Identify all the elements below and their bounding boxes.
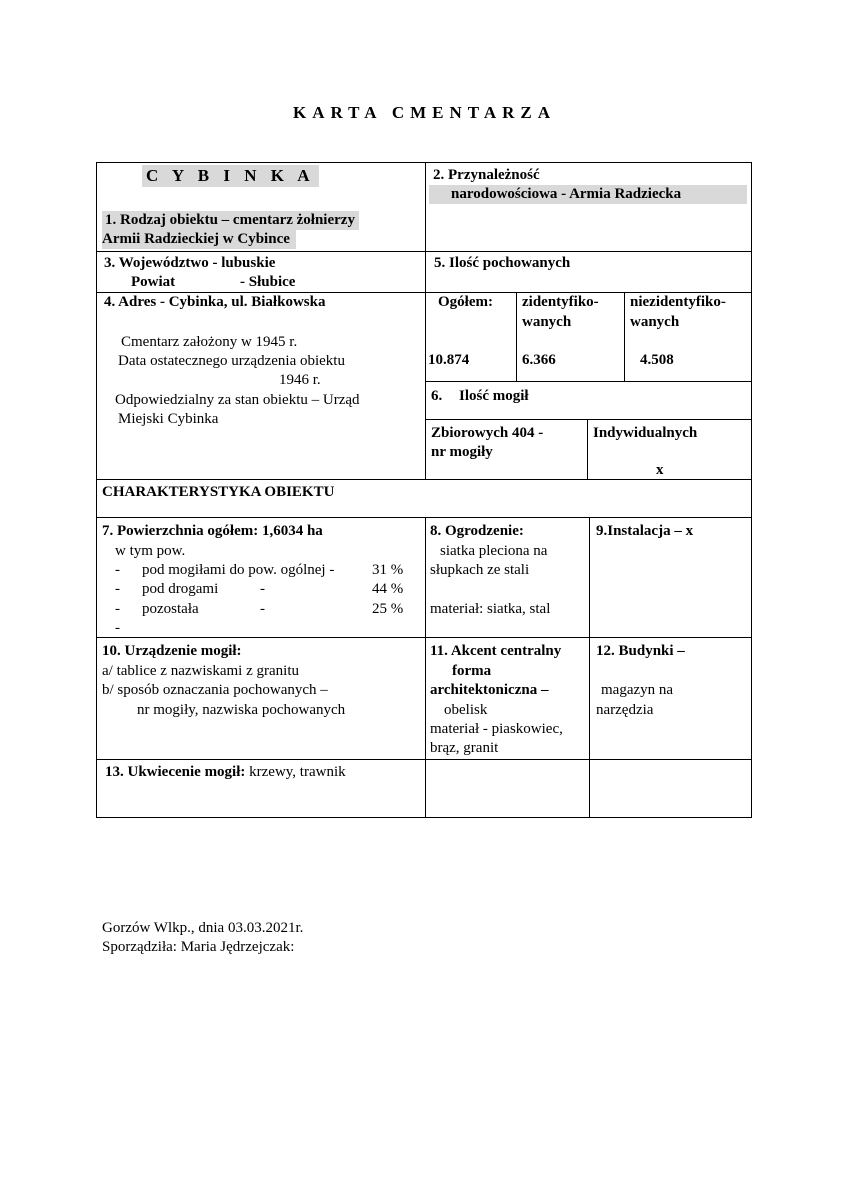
last-setup-label: Data ostatecznego urządzenia obiektu	[118, 353, 345, 369]
last-setup-year: 1946 r.	[279, 372, 321, 388]
area-row-sep: -	[260, 581, 265, 597]
unidentified-value: 4.508	[640, 352, 674, 368]
nationality-label: 2. Przynależność	[433, 167, 540, 183]
cemetery-name: C Y B I N K A	[142, 165, 319, 187]
central-accent-value: obelisk	[444, 702, 488, 718]
buildings-value-cont: narzędzia	[596, 702, 654, 718]
fence-material: materiał: siatka, stal	[430, 601, 551, 617]
buried-count-label: 5. Ilość pochowanych	[434, 255, 571, 271]
graves-label-num: 6.	[431, 388, 443, 404]
area-row-value: 25 %	[372, 601, 404, 617]
nationality-value: narodowościowa - Armia Radziecka	[429, 185, 747, 204]
fence-line2: słupkach ze stali	[430, 562, 530, 578]
graves-label: Ilość mogił	[459, 388, 529, 404]
flowers-label: 13. Ukwiecenie mogił:	[105, 764, 246, 780]
place-date: Gorzów Wlkp., dnia 03.03.2021r.	[102, 920, 304, 936]
area-row-value: 31 %	[372, 562, 404, 578]
unidentified-header: niezidentyfiko-	[630, 294, 726, 310]
identified-value: 6.366	[522, 352, 556, 368]
district-label: Powiat	[131, 274, 176, 290]
individual-graves-value: x	[656, 462, 664, 478]
fence-line1: siatka pleciona na	[440, 543, 548, 559]
characteristics-header: CHARAKTERYSTYKA OBIEKTU	[102, 484, 335, 500]
central-accent-material-cont: brąz, granit	[430, 740, 499, 756]
area-extra-dash: -	[115, 620, 120, 636]
area-sub: w tym pow.	[115, 543, 186, 559]
graves-equipment-a: a/ tablice z nazwiskami z granitu	[102, 663, 299, 679]
total-header: Ogółem:	[438, 294, 493, 310]
total-value: 10.874	[428, 352, 470, 368]
flowers	[105, 763, 346, 782]
prepared-by: Sporządziła: Maria Jędrzejczak:	[102, 939, 295, 955]
buildings-label: 12. Budynki –	[596, 643, 685, 659]
responsible-cont: Miejski Cybinka	[118, 411, 219, 427]
area-row-label: pod mogiłami do pow. ogólnej -	[142, 562, 335, 578]
buildings-value: magazyn na	[601, 682, 674, 698]
collective-graves-cont: nr mogiły	[431, 444, 493, 460]
object-type: 1. Rodzaj obiektu – cmentarz żołnierzy	[102, 211, 359, 230]
installation: 9.Instalacja – x	[596, 523, 694, 539]
central-accent-label: 11. Akcent centralny	[430, 643, 562, 659]
graves-equipment-b: b/ sposób oznaczania pochowanych –	[102, 682, 328, 698]
graves-equipment-c: nr mogiły, nazwiska pochowanych	[137, 702, 346, 718]
individual-graves-label: Indywidualnych	[593, 425, 698, 441]
document-title: KARTA CMENTARZA	[292, 103, 557, 122]
central-accent-label2: forma	[452, 663, 492, 679]
area-total: 7. Powierzchnia ogółem: 1,6034 ha	[102, 523, 323, 539]
address: 4. Adres - Cybinka, ul. Białkowska	[104, 294, 326, 310]
area-row-dash: -	[115, 562, 120, 578]
area-row-sep: -	[260, 601, 265, 617]
area-row-dash: -	[115, 581, 120, 597]
responsible: Odpowiedzialny za stan obiektu – Urząd	[115, 392, 360, 408]
flowers-value: krzewy, trawnik	[249, 764, 346, 780]
central-accent-label3: architektoniczna –	[430, 682, 549, 698]
fence-label: 8. Ogrodzenie:	[430, 523, 524, 539]
area-row-dash: -	[115, 601, 120, 617]
unidentified-header-cont: wanych	[630, 314, 680, 330]
collective-graves: Zbiorowych 404 -	[431, 425, 544, 441]
voivodeship: 3. Województwo - lubuskie	[104, 255, 276, 271]
founded: Cmentarz założony w 1945 r.	[121, 334, 298, 350]
district-value: - Słubice	[240, 274, 296, 290]
area-row-value: 44 %	[372, 581, 404, 597]
identified-header-cont: wanych	[522, 314, 572, 330]
area-row-label: pozostała	[142, 601, 199, 617]
graves-equipment-label: 10. Urządzenie mogił:	[102, 643, 242, 659]
identified-header: zidentyfiko-	[522, 294, 599, 310]
central-accent-material: materiał - piaskowiec,	[430, 721, 563, 737]
area-row-label: pod drogami	[142, 581, 219, 597]
object-type-cont: Armii Radzieckiej w Cybince	[102, 230, 296, 249]
